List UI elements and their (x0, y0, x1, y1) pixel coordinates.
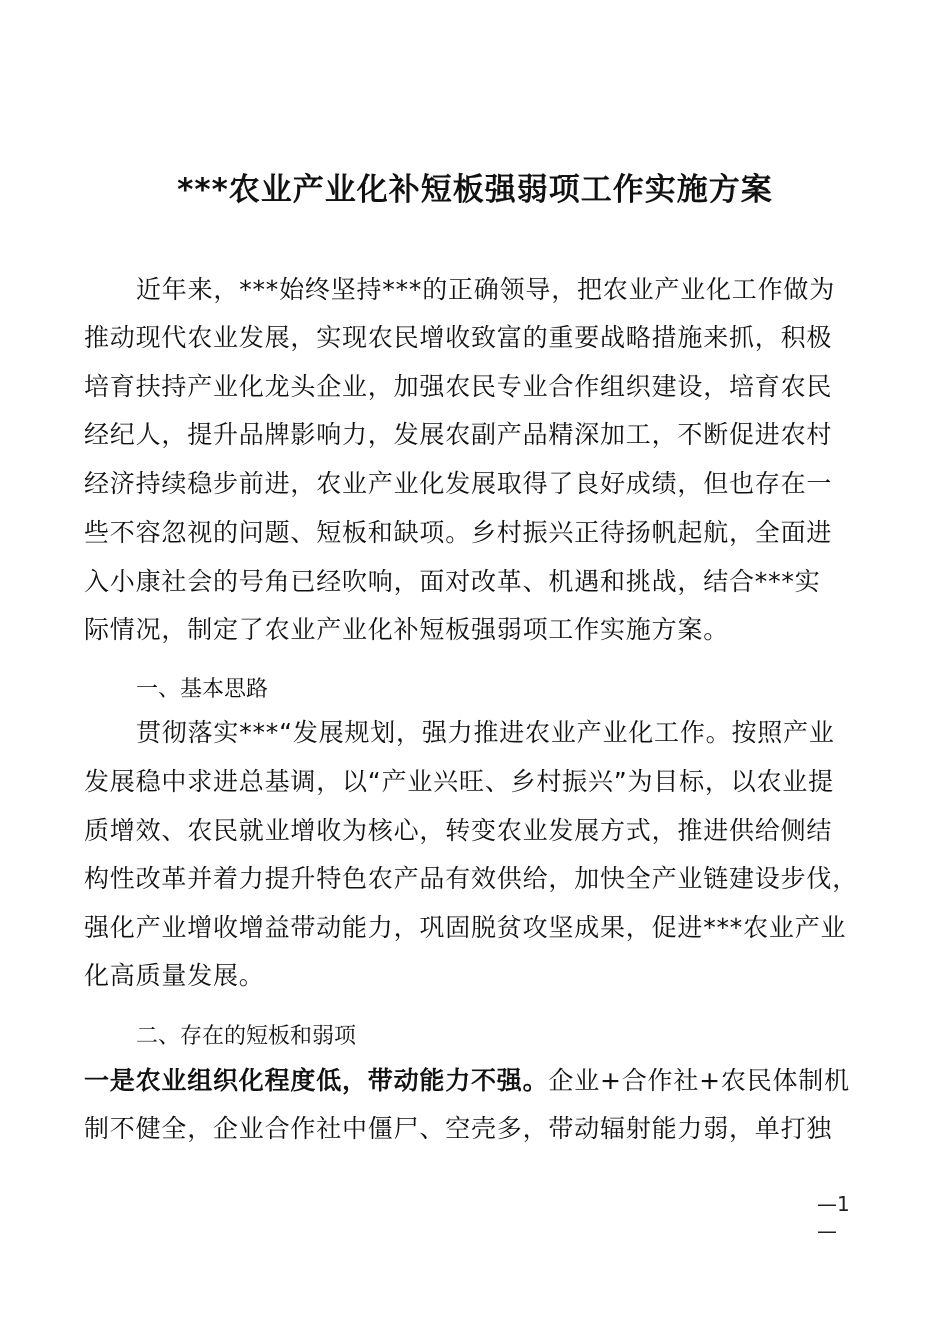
intro-line: 入小康社会的号角已经吹响，面对改革、机遇和挑战，结合***实 (84, 567, 821, 596)
section1-line: 强化产业增收增益带动能力，巩固脱贫攻坚成果，促进***农业产业 (84, 913, 847, 942)
page-number: —1 (817, 1192, 850, 1216)
intro-line: 培育扶持产业化龙头企业，加强农民专业合作组织建设，培育农民 (84, 372, 833, 401)
intro-line: 推动现代农业发展，实现农民增收致富的重要战略措施来抓，积极 (84, 323, 833, 352)
section2-bold-lead: 一是农业组织化程度低，带动能力不强。 (84, 1066, 549, 1095)
section-heading-shortcomings: 二、存在的短板和弱项 (136, 1024, 357, 1049)
page-number-dash: — (817, 1219, 837, 1243)
intro-line: 些不容忽视的问题、短板和缺项。乡村振兴正待扬帆起航，全面进 (84, 518, 833, 547)
intro-line: 际情况，制定了农业产业化补短板强弱项工作实施方案。 (84, 615, 730, 644)
intro-line: 近年来，***始终坚持***的正确领导，把农业产业化工作做为 (136, 275, 836, 304)
document-title: ***农业产业化补短板强弱项工作实施方案 (177, 172, 773, 208)
section1-line: 发展稳中求进总基调，以“产业兴旺、乡村振兴”为目标，以农业提 (84, 767, 834, 796)
section1-line: 贯彻落实***“发展规划，强力推进农业产业化工作。按照产业 (136, 718, 835, 747)
section2-line-rest: 企业+合作社+农民体制机 (548, 1066, 850, 1095)
section1-line: 化高质量发展。 (84, 961, 265, 990)
section2-line: 制不健全，企业合作社中僵尸、空壳多，带动辐射能力弱，单打独 (84, 1114, 833, 1143)
section1-line: 构性改革并着力提升特色农产品有效供给，加快全产业链建设步伐， (84, 864, 859, 893)
intro-line: 经纪人，提升品牌影响力，发展农副产品精深加工，不断促进农村 (84, 420, 833, 449)
section-heading-basic-approach: 一、基本思路 (136, 677, 269, 702)
intro-line: 经济持续稳步前进，农业产业化发展取得了良好成绩，但也存在一 (84, 469, 833, 498)
section2-line (84, 1063, 850, 1099)
section1-line: 质增效、农民就业增收为核心，转变农业发展方式，推进供给侧结 (84, 816, 833, 845)
